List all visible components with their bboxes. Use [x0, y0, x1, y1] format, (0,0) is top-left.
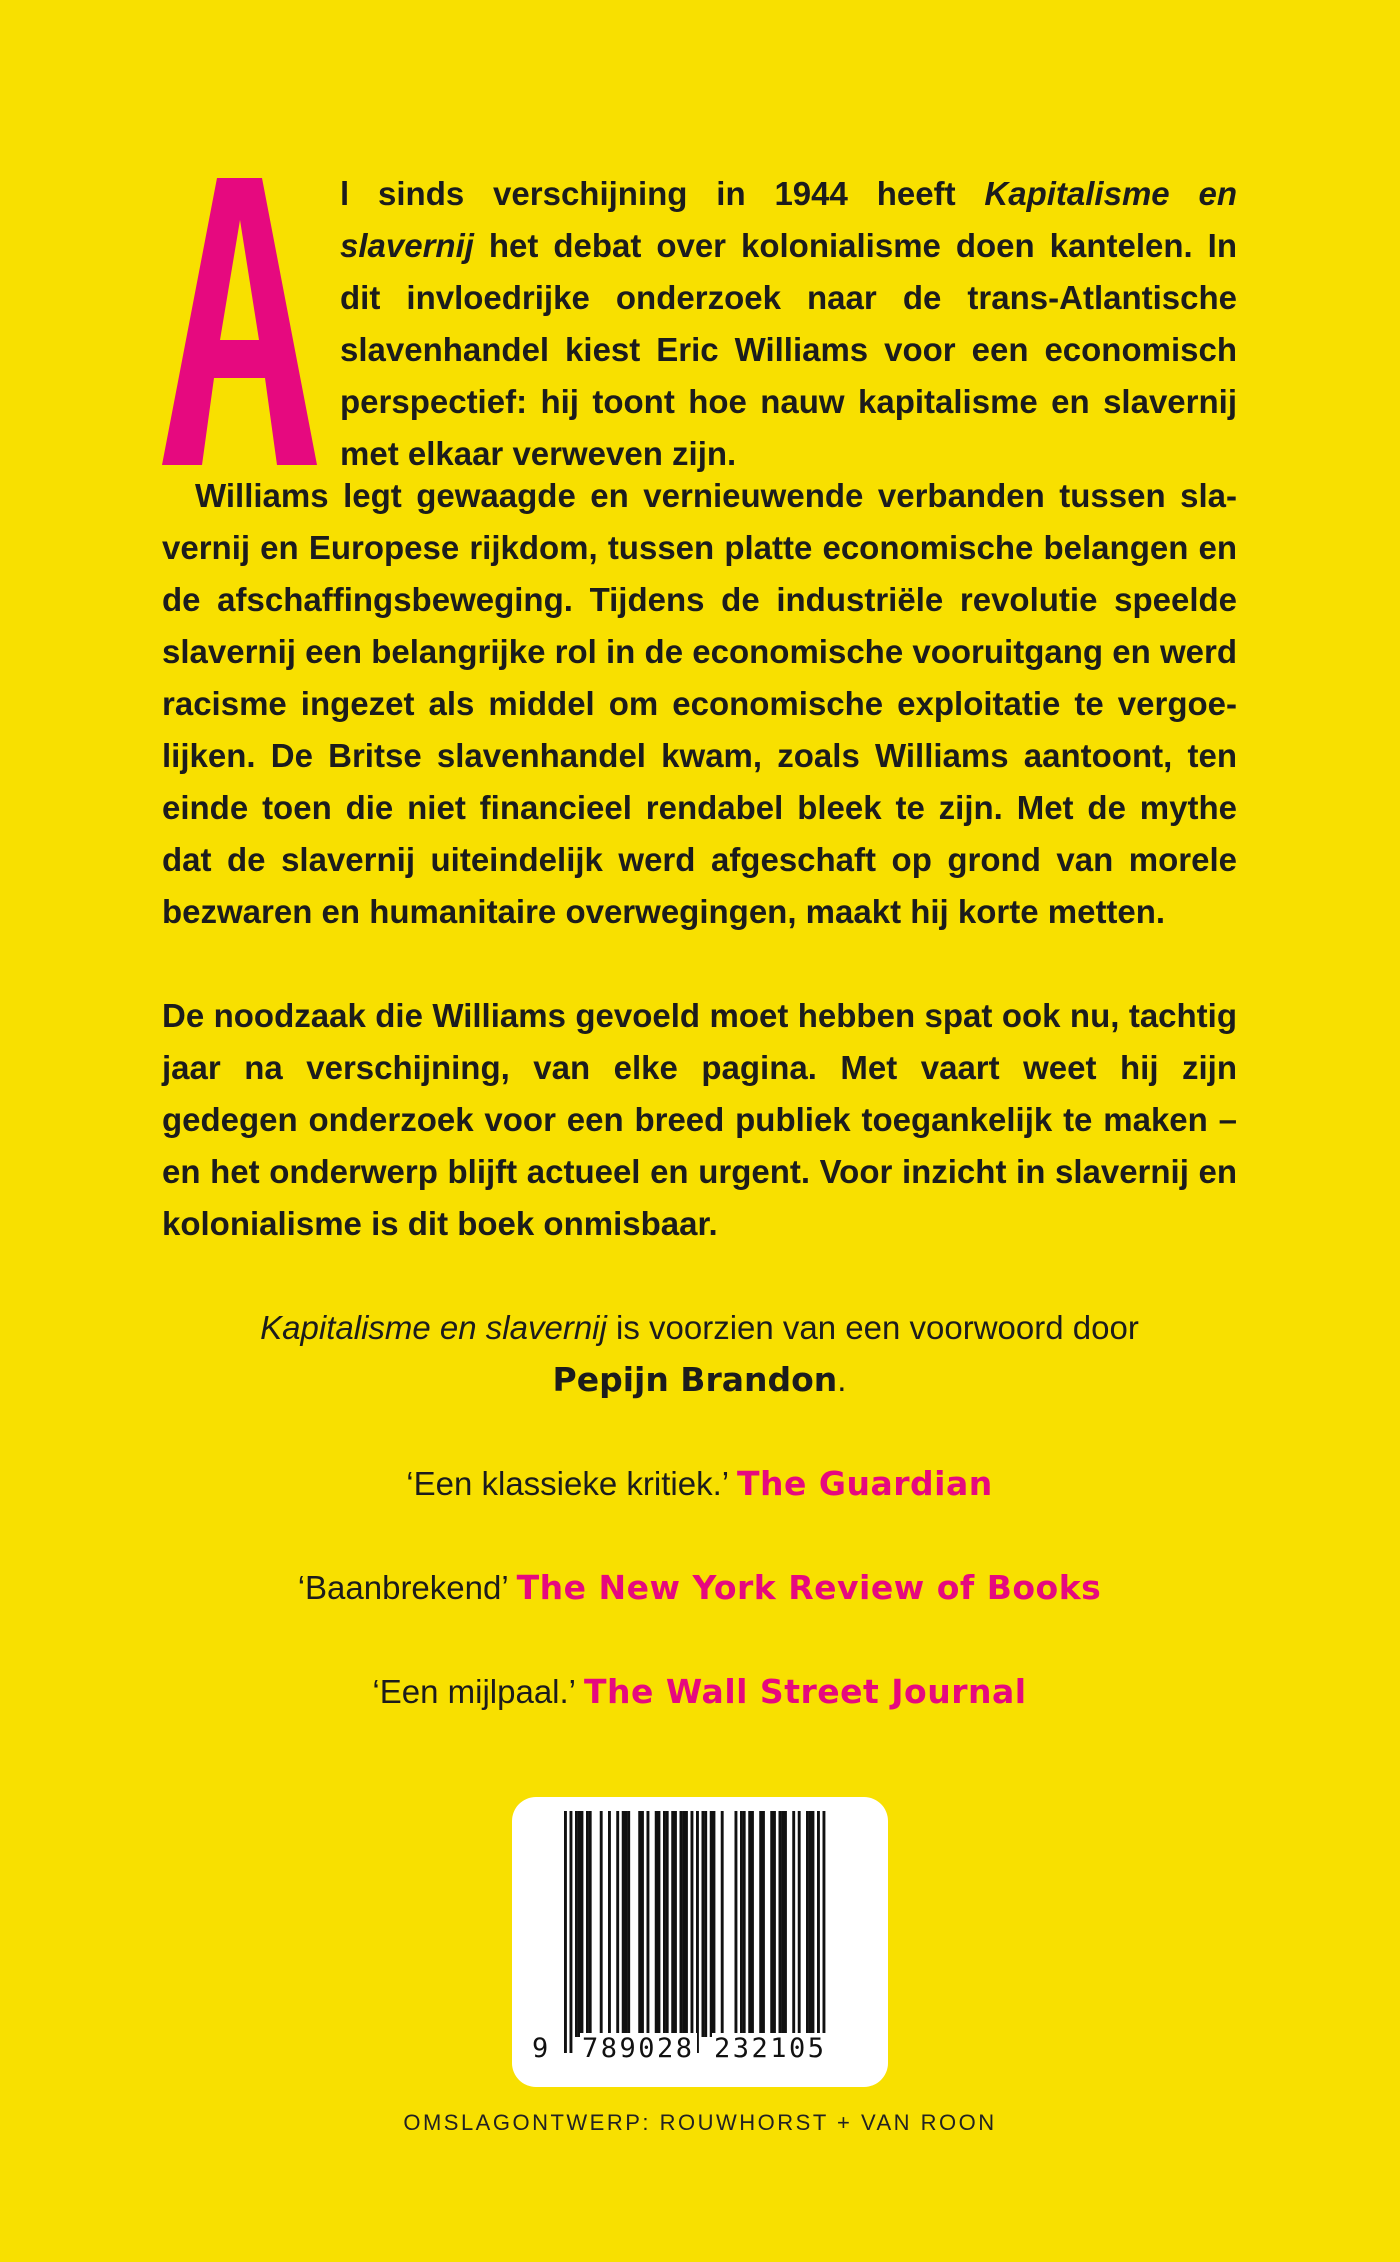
barcode-bar — [812, 1811, 815, 2037]
barcode-bar — [622, 1811, 625, 2037]
barcode-guard-bar — [696, 1811, 699, 2053]
barcode-bar — [575, 1811, 578, 2037]
dropcap-a-glyph — [162, 178, 317, 468]
barcode-bar — [655, 1811, 658, 2037]
intro-text-rest: het debat over kolonialisme doen kantelen. In dit invloedrijke onderzoek naar de trans-Atlantische slavenhandel kiest Eric Williams voor een economisch perspectief: hij toont hoe nauw kapitalisme en slavernij met elkaar verweven zijn. — [340, 227, 1237, 472]
foreword-book-title: Kapitalisme en slavernij — [260, 1309, 607, 1346]
paragraph-2: Williams legt gewaagde en vernieuwende verbanden tussen slavernij en Europese rijkdom, tussen platte economische belangen en de afschaffingsbeweging. Tijdens de industriële revolutie speelde slavernij een belangrijke rol in de economische vooruitgang en werd racisme ingezet als middel om economische exploitatie te vergoelijken. De Britse slavenhandel kwam, zoals Williams aantoont, ten einde toen die niet financieel rendabel bleek te zijn. Met de mythe dat de slavernij uiteindelijk werd afgeschaft op grond van morele bezwaren en humanitaire overwegingen, maakt hij korte metten. — [162, 477, 1237, 930]
barcode-bar — [627, 1811, 630, 2037]
barcode-bar — [647, 1811, 650, 2037]
barcode-bar — [748, 1811, 751, 2037]
barcode-guard-bar — [564, 1811, 567, 2053]
barcode-bar — [702, 1811, 705, 2037]
barcode-bar — [600, 1811, 603, 2037]
barcode-bar — [704, 1811, 707, 2037]
dropcap-a — [162, 178, 317, 468]
intro-paragraph — [340, 168, 1237, 480]
quote-source: The Guardian — [737, 1464, 993, 1503]
barcode-bar — [710, 1811, 713, 2037]
quote-source: The New York Review of Books — [516, 1568, 1102, 1607]
barcode-bar — [680, 1811, 683, 2037]
barcode-bar — [713, 1811, 716, 2037]
barcode-bar — [762, 1811, 765, 2037]
barcode-bar — [773, 1811, 776, 2037]
barcode-bar — [770, 1811, 773, 2037]
quote-text: ‘Een mijlpaal.’ — [372, 1673, 584, 1710]
barcode-bar — [671, 1811, 674, 2037]
barcode-bar — [792, 1811, 795, 2037]
barcode-digits-left: 789028 — [582, 2033, 695, 2064]
barcode-bar — [779, 1811, 782, 2037]
barcode-bar — [616, 1811, 619, 2037]
intro-text-start: l sinds verschijning in 1944 heeft — [340, 175, 985, 212]
barcode-bar — [682, 1811, 685, 2037]
barcode-bar — [740, 1811, 743, 2037]
quote-source: The Wall Street Journal — [583, 1672, 1027, 1711]
barcode-bar — [581, 1811, 584, 2037]
barcode-bar — [674, 1811, 677, 2037]
foreword-author: Pepijn Brandon — [552, 1360, 838, 1399]
quote-text: ‘Baanbrekend’ — [297, 1569, 517, 1606]
barcode-bar — [743, 1811, 746, 2037]
intro-book-title: Kapitalisme en slavernij — [340, 175, 1238, 264]
quote-nyrb — [162, 1562, 1237, 1614]
barcode-bar — [759, 1811, 762, 2037]
foreword-text: is voorzien van een voorwoord door — [606, 1309, 1139, 1346]
foreword-note — [162, 1302, 1237, 1406]
barcode-bar — [663, 1811, 666, 2037]
barcode-bar — [658, 1811, 661, 2037]
barcode-bar — [806, 1811, 809, 2037]
barcode-guard-bar — [823, 1811, 826, 2053]
barcode-guard-bar — [817, 1811, 820, 2053]
barcode-bar — [638, 1811, 641, 2037]
barcode-bar — [641, 1811, 644, 2037]
barcode-bar — [721, 1811, 724, 2037]
isbn-barcode — [512, 1797, 888, 2087]
barcode-digits — [512, 2033, 888, 2067]
barcode-digits-right: 232105 — [714, 2033, 827, 2064]
paragraph-3: De noodzaak die Williams gevoeld moet hebben spat ook nu, tachtig jaar na verschijning, van elke pagina. Met vaart weet hij zijn gedegen onderzoek voor een breed publiek toegankelijk te maken – en het onderwerp blijft actueel en urgent. Voor inzicht in slavernij en kolonialisme is dit boek onmisbaar. — [162, 997, 1237, 1242]
barcode-bar — [589, 1811, 592, 2037]
quote-text: ‘Een klassieke kritiek.’ — [406, 1465, 738, 1502]
quote-wsj — [162, 1666, 1237, 1718]
barcode-bar — [784, 1811, 787, 2037]
barcode-bar — [625, 1811, 628, 2037]
barcode-guard-bar — [691, 1811, 694, 2053]
barcode-bar — [798, 1811, 801, 2037]
barcode-bar — [809, 1811, 812, 2037]
barcode-bar — [751, 1811, 754, 2037]
barcode-bar — [735, 1811, 738, 2037]
quote-guardian — [162, 1458, 1237, 1510]
cover-design-credit: OMSLAGONTWERP: ROUWHORST + VAN ROON — [403, 2110, 997, 2135]
barcode-guard-bar — [570, 1811, 573, 2053]
intro-block — [162, 168, 1237, 470]
barcode-bar — [608, 1811, 611, 2037]
barcode-bar — [781, 1811, 784, 2037]
blurb-content — [162, 168, 1237, 1718]
foreword-period: . — [837, 1361, 847, 1398]
barcode-digit-first: 9 — [532, 2033, 551, 2064]
barcode-bar — [586, 1811, 589, 2037]
barcode-bar — [685, 1811, 688, 2037]
barcode-bar — [578, 1811, 581, 2037]
barcode-bar — [666, 1811, 669, 2037]
